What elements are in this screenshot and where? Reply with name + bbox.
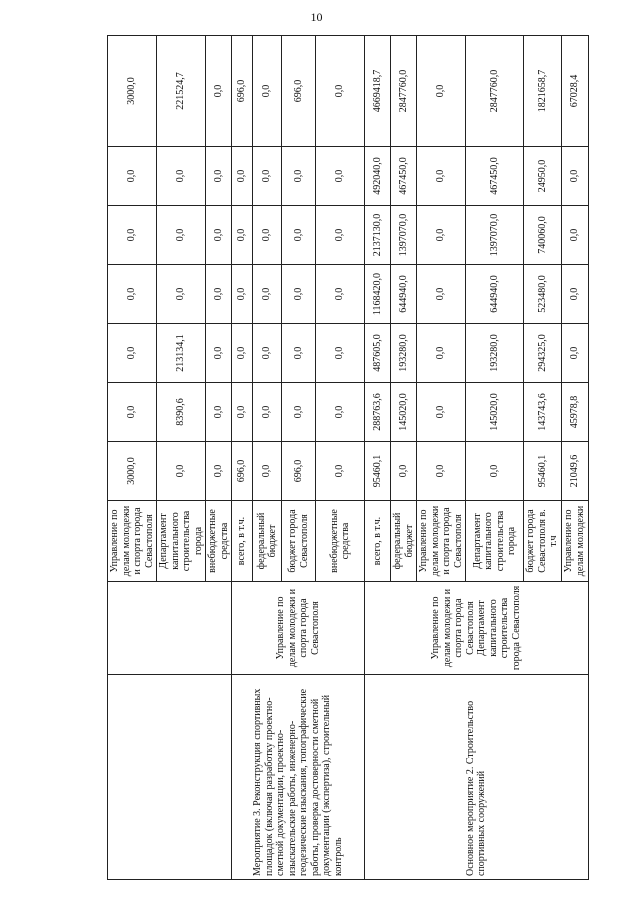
- table-row: [108, 36, 157, 880]
- value-cell: 0,0: [108, 206, 157, 265]
- value-cell: 0,0: [206, 383, 232, 442]
- source-cell: бюджет города Севастополя в. т.ч: [524, 501, 562, 582]
- value-cell: 0,0: [206, 147, 232, 206]
- value-cell: 0,0: [282, 206, 316, 265]
- source-cell: всего, в т.ч.: [232, 501, 253, 582]
- value-cell: 0,0: [206, 36, 232, 147]
- value-cell: 0,0: [232, 147, 253, 206]
- source-cell: Управление по делам молодежи и спорта города Севастополя: [108, 501, 157, 582]
- value-cell: 0,0: [253, 206, 282, 265]
- value-cell: 0,0: [282, 324, 316, 383]
- value-cell: 0,0: [157, 147, 206, 206]
- value-cell: 492040,0: [365, 147, 391, 206]
- value-cell: 0,0: [417, 265, 466, 324]
- value-cell: 193280,0: [391, 324, 417, 383]
- value-cell: 0,0: [253, 36, 282, 147]
- value-cell: 0,0: [232, 324, 253, 383]
- source-cell: Департамент капитального строительства города: [157, 501, 206, 582]
- value-cell: 0,0: [417, 36, 466, 147]
- value-cell: 21049,6: [561, 442, 588, 501]
- event-cell: [108, 675, 232, 880]
- value-cell: 0,0: [232, 383, 253, 442]
- value-cell: 523480,0: [524, 265, 562, 324]
- value-cell: 0,0: [316, 265, 365, 324]
- value-cell: 0,0: [316, 324, 365, 383]
- value-cell: 0,0: [316, 206, 365, 265]
- value-cell: 4669418,7: [365, 36, 391, 147]
- value-cell: 0,0: [417, 147, 466, 206]
- value-cell: 1821658,7: [524, 36, 562, 147]
- source-cell: федеральный бюджет: [391, 501, 417, 582]
- value-cell: 0,0: [253, 265, 282, 324]
- value-cell: 221524,7: [157, 36, 206, 147]
- value-cell: 24950,0: [524, 147, 562, 206]
- value-cell: 0,0: [157, 206, 206, 265]
- value-cell: 0,0: [561, 265, 588, 324]
- value-cell: 0,0: [561, 324, 588, 383]
- event-cell: Основное мероприятие 2. Строительство спортивных сооружений: [365, 675, 589, 880]
- value-cell: 0,0: [561, 147, 588, 206]
- source-cell: всего, в т.ч.: [365, 501, 391, 582]
- value-cell: 145020,0: [391, 383, 417, 442]
- value-cell: 1168420,0: [365, 265, 391, 324]
- value-cell: 193280,0: [466, 324, 524, 383]
- value-cell: 67028,4: [561, 36, 588, 147]
- value-cell: 95460,1: [365, 442, 391, 501]
- value-cell: 0,0: [206, 324, 232, 383]
- value-cell: 644940,0: [466, 265, 524, 324]
- value-cell: 487605,0: [365, 324, 391, 383]
- value-cell: 0,0: [157, 265, 206, 324]
- value-cell: 467450,0: [466, 147, 524, 206]
- source-cell: внебюджетные средства: [316, 501, 365, 582]
- value-cell: 288763,6: [365, 383, 391, 442]
- value-cell: 0,0: [282, 383, 316, 442]
- value-cell: 2847760,0: [391, 36, 417, 147]
- value-cell: 143743,6: [524, 383, 562, 442]
- table-row: [232, 36, 253, 880]
- budget-table: [107, 35, 589, 880]
- value-cell: 696,0: [232, 442, 253, 501]
- value-cell: 0,0: [316, 36, 365, 147]
- source-cell: Управление по делам молодежи: [561, 501, 588, 582]
- value-cell: 0,0: [108, 265, 157, 324]
- value-cell: 0,0: [282, 265, 316, 324]
- executor-cell: Управление по делам молодежи и спорта города Севастополя: [232, 582, 365, 675]
- value-cell: 8390,6: [157, 383, 206, 442]
- value-cell: 696,0: [282, 442, 316, 501]
- value-cell: 45978,8: [561, 383, 588, 442]
- value-cell: 0,0: [108, 324, 157, 383]
- value-cell: 696,0: [282, 36, 316, 147]
- executor-cell: Управление по делам молодежи и спорта города Севастополя Департамент капитального строительства города Севастополя: [365, 582, 589, 675]
- value-cell: 0,0: [316, 147, 365, 206]
- value-cell: 0,0: [417, 206, 466, 265]
- value-cell: 0,0: [108, 383, 157, 442]
- value-cell: 0,0: [561, 206, 588, 265]
- value-cell: 0,0: [417, 383, 466, 442]
- value-cell: 467450,0: [391, 147, 417, 206]
- value-cell: 0,0: [206, 265, 232, 324]
- value-cell: 2847760,0: [466, 36, 524, 147]
- value-cell: 0,0: [466, 442, 524, 501]
- value-cell: 0,0: [316, 383, 365, 442]
- source-cell: федеральный бюджет: [253, 501, 282, 582]
- value-cell: 0,0: [232, 265, 253, 324]
- value-cell: 0,0: [316, 442, 365, 501]
- value-cell: 0,0: [282, 147, 316, 206]
- value-cell: 3000,0: [108, 442, 157, 501]
- value-cell: 95460,1: [524, 442, 562, 501]
- source-cell: Департамент капитального строительства города: [466, 501, 524, 582]
- value-cell: 0,0: [253, 442, 282, 501]
- value-cell: 0,0: [391, 442, 417, 501]
- value-cell: 2137130,0: [365, 206, 391, 265]
- source-cell: Управление по делам молодежи и спорта города Севастополя: [417, 501, 466, 582]
- value-cell: 0,0: [232, 206, 253, 265]
- value-cell: 294325,0: [524, 324, 562, 383]
- value-cell: 0,0: [253, 147, 282, 206]
- source-cell: внебюджетные средства: [206, 501, 232, 582]
- value-cell: 1397070,0: [391, 206, 417, 265]
- table-row: [365, 36, 391, 880]
- value-cell: 0,0: [417, 324, 466, 383]
- value-cell: 0,0: [417, 442, 466, 501]
- source-cell: бюджет города Севастополя: [282, 501, 316, 582]
- value-cell: 1397070,0: [466, 206, 524, 265]
- value-cell: 3000,0: [108, 36, 157, 147]
- executor-cell: [108, 582, 232, 675]
- value-cell: 0,0: [253, 383, 282, 442]
- value-cell: 213134,1: [157, 324, 206, 383]
- value-cell: 145020,0: [466, 383, 524, 442]
- value-cell: 0,0: [206, 442, 232, 501]
- value-cell: 696,0: [232, 36, 253, 147]
- budget-table-frame: [107, 36, 586, 880]
- value-cell: 740060,0: [524, 206, 562, 265]
- value-cell: 644940,0: [391, 265, 417, 324]
- value-cell: 0,0: [206, 206, 232, 265]
- value-cell: 0,0: [253, 324, 282, 383]
- value-cell: 0,0: [157, 442, 206, 501]
- value-cell: 0,0: [108, 147, 157, 206]
- page-number: 10: [310, 10, 323, 24]
- event-cell: Мероприятие 3. Реконструкция спортивных площадок (включая разработку проектно-сметной документации, проектно-изыскательские работы, инженерно-геодезические изыскания, топографические работы, проверка достоверности сметной документации (экспертиза), строительный контроль: [232, 675, 365, 880]
